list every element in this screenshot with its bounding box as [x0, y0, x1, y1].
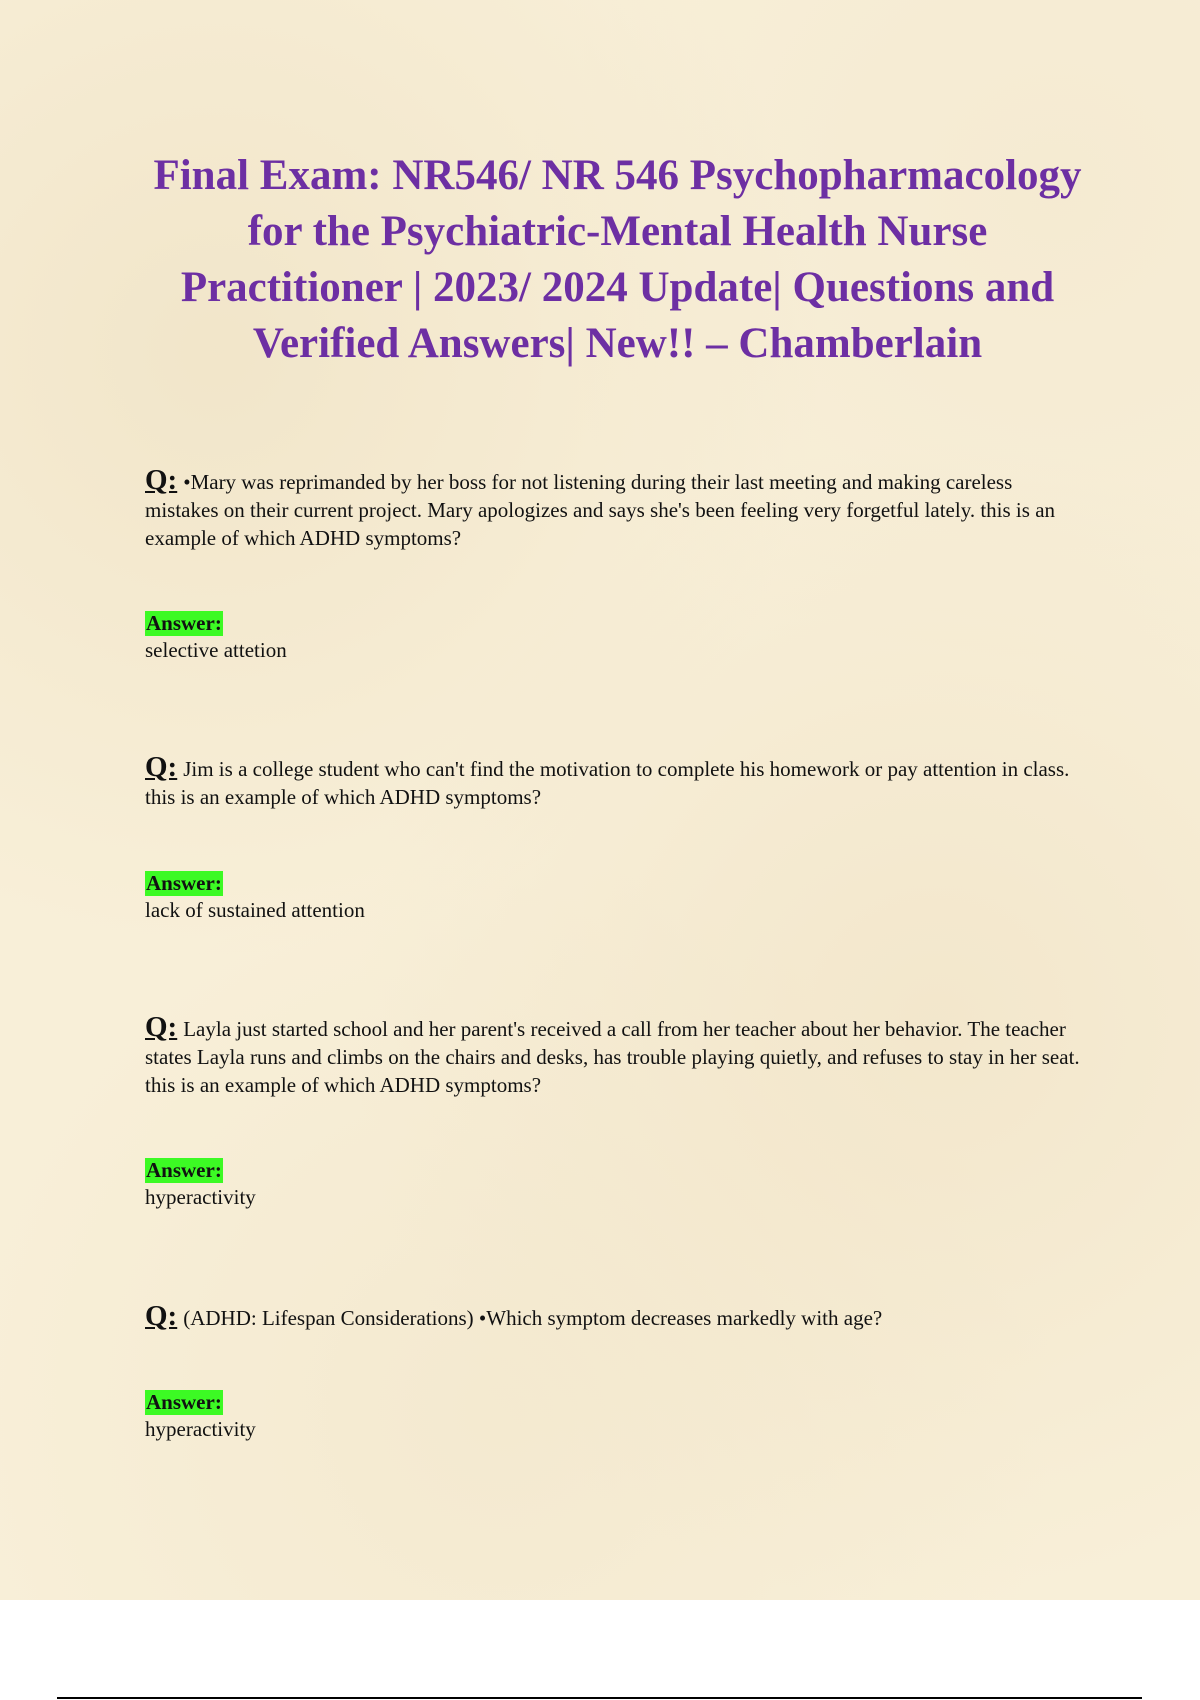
- answer-label: Answer:: [146, 1390, 222, 1414]
- question-block: [145, 466, 1090, 552]
- question-text-row: [145, 753, 1090, 811]
- question-text-row: [145, 1013, 1090, 1099]
- answer-block: [145, 1390, 745, 1443]
- answer-text: lack of sustained attention: [145, 898, 365, 922]
- question-label: Q:: [145, 464, 178, 496]
- answer-text: hyperactivity: [145, 1417, 256, 1441]
- question-block: [145, 1302, 1090, 1332]
- question-text: Layla just started school and her parent's received a call from her teacher about her behavior. The teacher states Layla runs and climbs on the chairs and desks, has trouble playing quietly, and refuses to stay in her seat. this is an example of which ADHD symptoms?: [145, 1017, 1080, 1097]
- answer-label: Answer:: [146, 611, 222, 635]
- answer-block: [145, 611, 745, 664]
- question-text-row: [145, 1302, 1090, 1332]
- question-text: •Mary was reprimanded by her boss for not listening during their last meeting and making careless mistakes on their current project. Mary apologizes and says she's been feeling very forgetful lately. this is an example of which ADHD symptoms?: [145, 470, 1056, 550]
- question-label: Q:: [145, 751, 178, 783]
- answer-block: [145, 1158, 745, 1211]
- answer-block: [145, 871, 745, 924]
- question-text-row: [145, 466, 1090, 552]
- question-block: [145, 1013, 1090, 1099]
- document-title: Final Exam: NR546/ NR 546 Psychopharmacology for the Psychiatric-Mental Health Nurse Practitioner | 2023/ 2024 Update| Questions and Verified Answers| New!! – Chamberlain: [153, 152, 1082, 367]
- answer-text: selective attetion: [145, 638, 287, 662]
- question-block: [145, 753, 1090, 811]
- question-label: Q:: [145, 1300, 178, 1332]
- question-label: Q:: [145, 1011, 178, 1043]
- answer-label: Answer:: [146, 1158, 222, 1182]
- question-text: (ADHD: Lifespan Considerations) •Which symptom decreases markedly with age?: [183, 1306, 883, 1330]
- footer-divider: [57, 1697, 1142, 1699]
- answer-text: hyperactivity: [145, 1185, 256, 1209]
- answer-label: Answer:: [146, 871, 222, 895]
- question-text: Jim is a college student who can't find the motivation to complete his homework or pay attention in class. this is an example of which ADHD symptoms?: [145, 757, 1070, 809]
